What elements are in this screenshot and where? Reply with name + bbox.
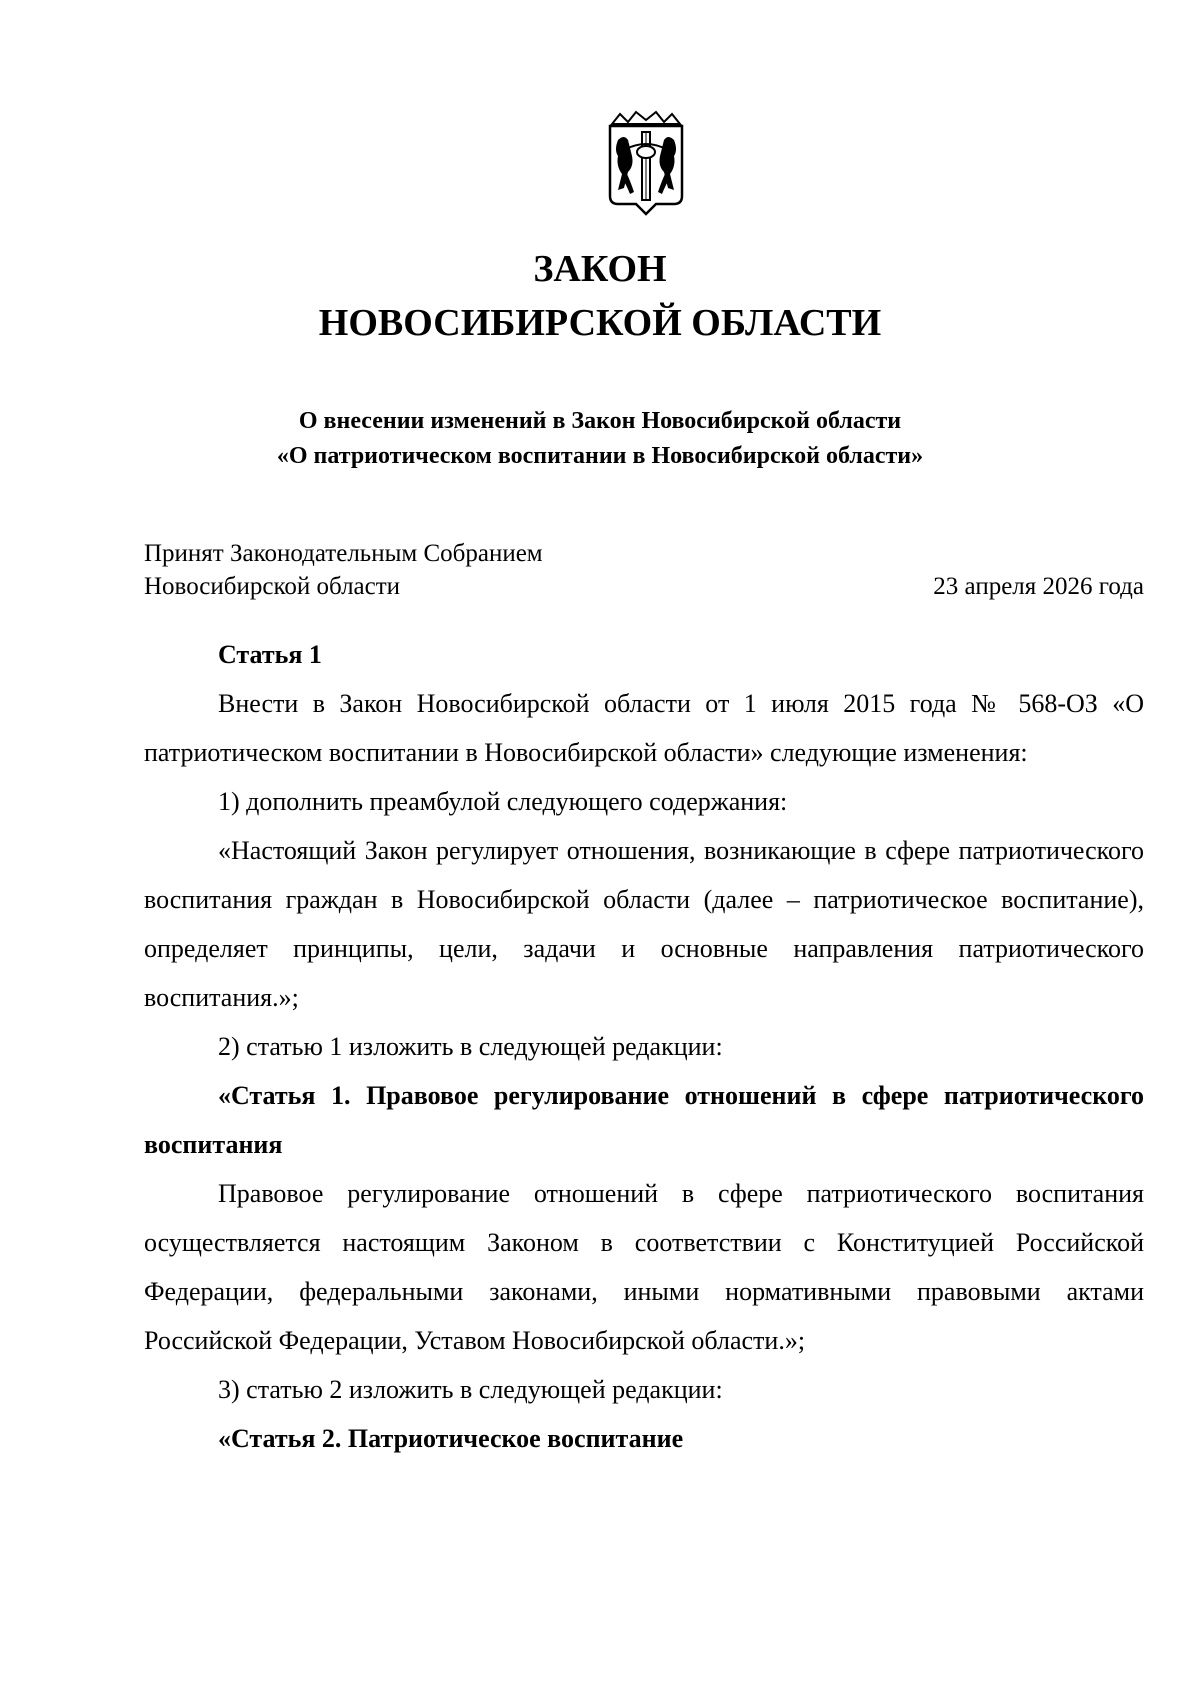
law-subtitle-line1: О внесении изменений в Закон Новосибирской области <box>298 408 902 434</box>
law-title-line2: НОВОСИБИРСКОЙ ОБЛАСТИ <box>318 302 882 344</box>
amendment-item-1: 1) дополнить преамбулой следующего содержания: <box>218 787 788 816</box>
amendment-item-2: 2) статью 1 изложить в следующей редакции: <box>218 1032 723 1061</box>
law-title-line1: ЗАКОН <box>533 248 667 290</box>
article-1-intro: Внести в Закон Новосибирской области от 1 июля 2015 года № 568-ОЗ «О патриотическом воспитании в Новосибирской области» следующие изменения: <box>144 689 1144 767</box>
adoption-block <box>144 537 1144 603</box>
adopted-by-line2: Новосибирской области <box>144 573 401 600</box>
law-subtitle <box>0 404 1200 474</box>
article-1-heading: Статья 1 <box>218 640 322 669</box>
law-subtitle-line2: «О патриотическом воспитании в Новосибирской области» <box>276 443 924 469</box>
novosibirsk-coat-of-arms-icon <box>604 110 688 216</box>
law-title <box>0 242 1200 350</box>
new-article-2-heading: «Статья 2. Патриотическое воспитание <box>218 1424 684 1453</box>
new-article-1-heading: «Статья 1. Правовое регулирование отношений в сфере патриотического воспитания <box>144 1081 1144 1159</box>
adopted-by-line1: Принят Законодательным Собранием <box>144 540 543 567</box>
adoption-date: 23 апреля 2026 года <box>933 573 1144 600</box>
amendment-item-3: 3) статью 2 изложить в следующей редакции: <box>218 1375 723 1404</box>
new-article-1-text: Правовое регулирование отношений в сфере патриотического воспитания осуществляется настоящим Законом в соответствии с Конституцией Российской Федерации, федеральными законами, иными нормативными правовыми актами Российской Федерации, Уставом Новосибирской области.»; <box>144 1179 1144 1355</box>
law-body <box>144 630 1144 1463</box>
preamble-text: «Настоящий Закон регулирует отношения, возникающие в сфере патриотического воспитания граждан в Новосибирской области (далее – патриотическое воспитание), определяет принципы, цели, задачи и основные направления патриотического воспитания.»; <box>144 836 1144 1012</box>
